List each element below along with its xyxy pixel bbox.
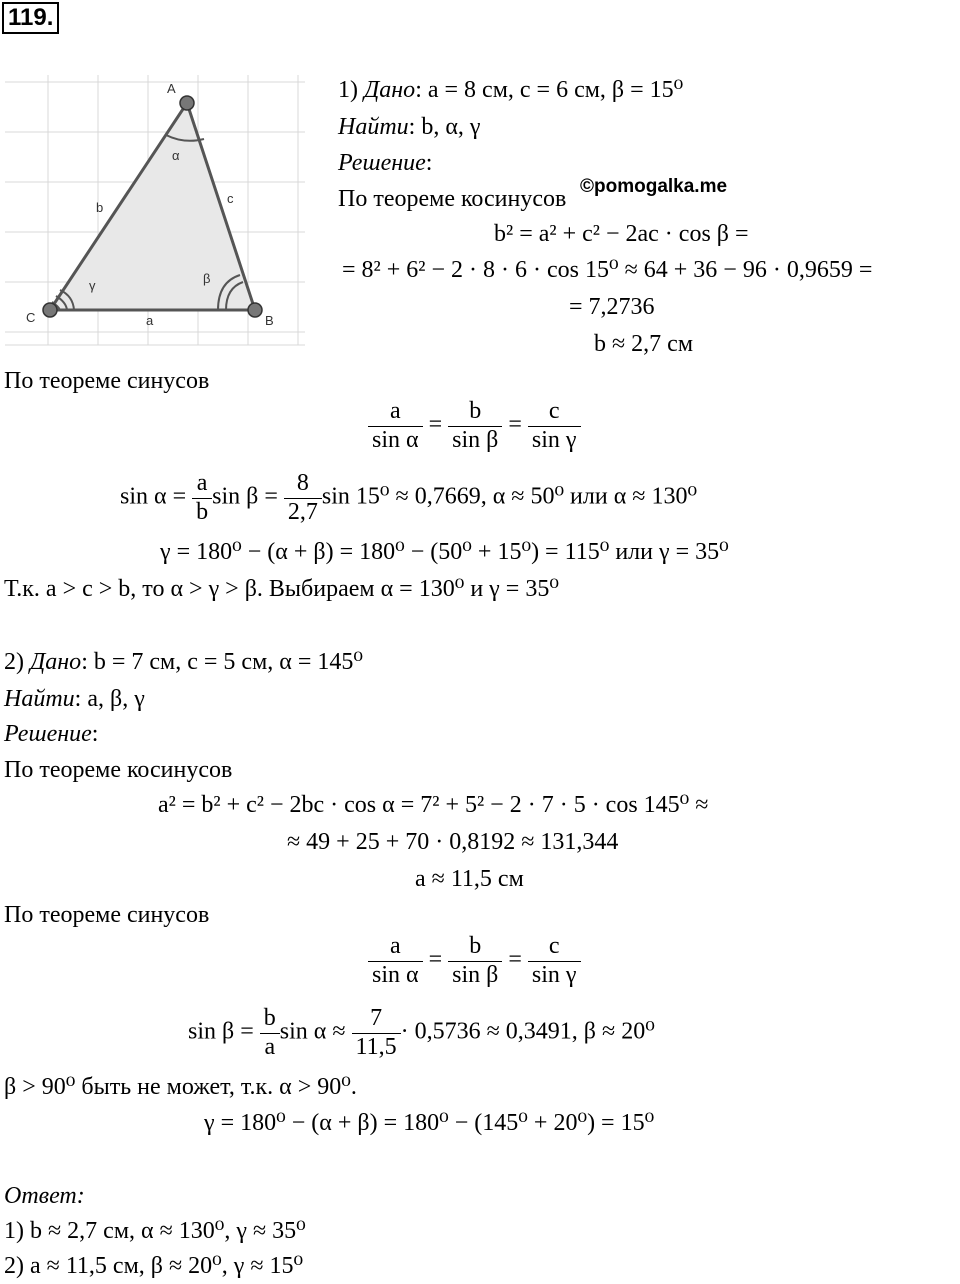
p1-sine-law: $\frac{a}{\text{sin α}}$ = $\frac{b}{\text{sin β}}$ = $\frac{c}{\text{sin γ}}$ [368, 398, 581, 454]
answer-line-1: 1) b ≈ 2,7 см, α ≈ 130⁰, γ ≈ 35⁰ [4, 1218, 306, 1244]
p1-choice: Т.к. a > c > b, то α > γ > β. Выбираем α = 130⁰ и γ = 35⁰ [4, 576, 559, 602]
vertex-c-label: C [26, 310, 36, 325]
p2-gamma: γ = 180⁰ − (α + β) = 180⁰ − (145⁰ + 20⁰) = 15⁰ [204, 1110, 655, 1136]
angle-gamma-label: γ [89, 278, 96, 293]
triangle-figure [0, 70, 320, 350]
p1-eq4: b ≈ 2,7 см [594, 331, 694, 357]
p2-cosine-intro: По теореме косинусов [4, 757, 233, 783]
p2-sin-beta: sin β = $\frac{b}{a}$ sin α ≈ $\frac{7}{11,5}$ · 0,5736 ≈ 0,3491, β ≈ 20⁰ [188, 1005, 655, 1060]
p1-solution: Решение: [338, 150, 433, 176]
side-c-label: c [227, 191, 234, 206]
p1-eq2: = 8² + 6² − 2 · 8 · 6 · cos 15⁰ ≈ 64 + 36 − 96 · 0,9659 = [342, 257, 873, 283]
angle-beta-label: β [203, 271, 211, 286]
p2-sine-law: $\frac{a}{\text{sin α}}$ = $\frac{b}{\text{sin β}}$ = $\frac{c}{\text{sin γ}}$ [368, 933, 581, 989]
watermark: ©pomogalka.me [580, 176, 728, 197]
answer-title: Ответ: [4, 1183, 85, 1209]
side-b-label: b [96, 200, 104, 215]
p2-eq2: ≈ 49 + 25 + 70 · 0,8192 ≈ 131,344 [287, 829, 619, 855]
p2-given: 2) Дано: b = 7 см, c = 5 см, α = 145⁰ [4, 649, 363, 675]
vertex-a-label: A [167, 81, 176, 96]
p1-eq3: = 7,2736 [569, 294, 655, 320]
p1-gamma: γ = 180⁰ − (α + β) = 180⁰ − (50⁰ + 15⁰) = 115⁰ или γ = 35⁰ [160, 539, 729, 565]
p2-find: Найти: a, β, γ [4, 686, 145, 712]
p1-given: 1) Дано: a = 8 см, c = 6 см, β = 15⁰ [338, 77, 684, 103]
p1-eq1: b² = a² + c² − 2ac · cos β = [494, 221, 749, 247]
vertex-b-label: B [265, 313, 274, 328]
problem-number: 119. [2, 2, 59, 34]
p2-eq3: a ≈ 11,5 см [415, 866, 524, 892]
triangle [50, 103, 255, 310]
p2-solution: Решение: [4, 721, 99, 747]
p1-find: Найти: b, α, γ [338, 114, 481, 140]
p1-sin-alpha: sin α = $\frac{a}{b}$ sin β = $\frac{8}{2,7}$ sin 15⁰ ≈ 0,7669, α ≈ 50⁰ или α ≈ 130⁰ [120, 470, 698, 525]
side-a-label: a [146, 313, 154, 328]
p2-sine-intro: По теореме синусов [4, 902, 210, 928]
p1-cosine-intro: По теореме косинусов [338, 186, 567, 212]
angle-alpha-label: α [172, 148, 180, 163]
p1-sine-intro: По теореме синусов [4, 368, 210, 394]
answer-line-2: 2) a ≈ 11,5 см, β ≈ 20⁰, γ ≈ 15⁰ [4, 1253, 304, 1279]
p2-note: β > 90⁰ быть не может, т.к. α > 90⁰. [4, 1074, 357, 1100]
p2-eq1: a² = b² + c² − 2bc · cos α = 7² + 5² − 2 · 7 · 5 · cos 145⁰ ≈ [158, 792, 709, 818]
